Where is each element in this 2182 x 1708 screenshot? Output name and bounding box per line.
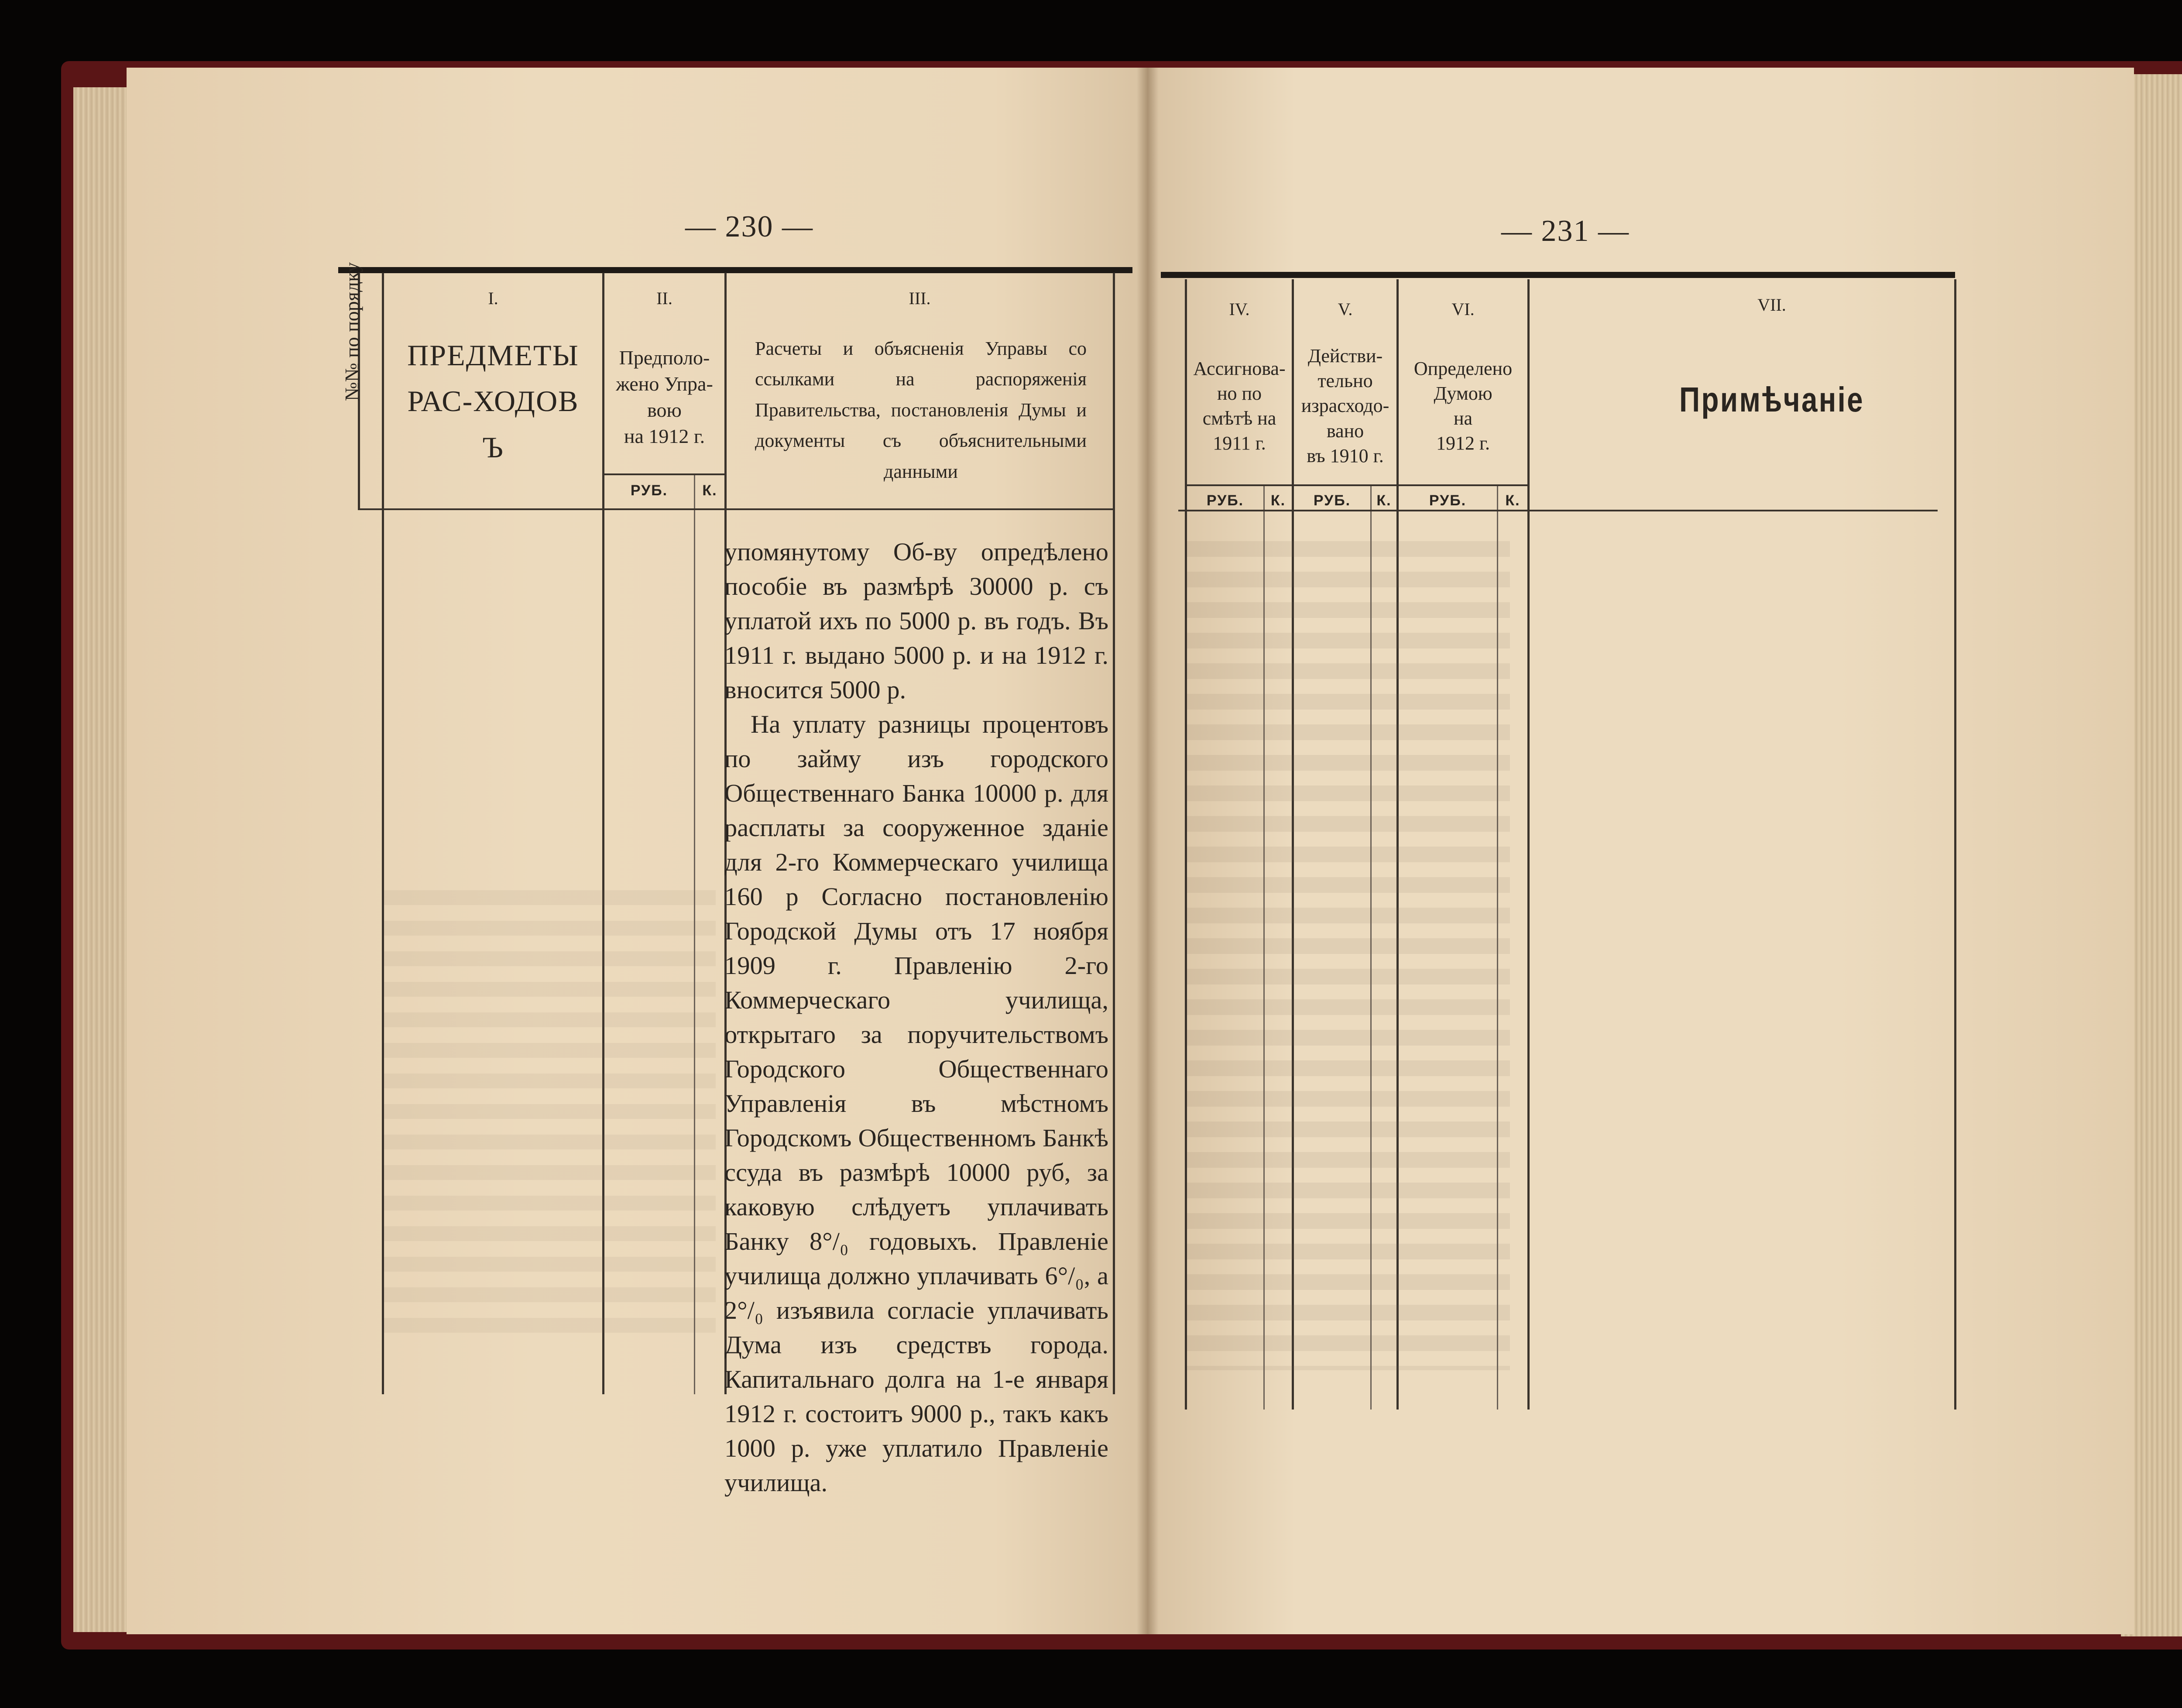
col-title-4-line: но по: [1217, 382, 1262, 404]
col-roman-4: IV.: [1229, 299, 1250, 319]
left-unit-rule: [602, 473, 724, 475]
right-unit-rule: [1185, 484, 1527, 486]
unit-kop: К.: [1270, 492, 1286, 509]
col-title-5-line: Действи-: [1307, 345, 1383, 367]
col-title-3-text: Расчеты и объясненія Управы со ссылками на распоряженія Правительства, постановленія Думы и документы съ объяснительными данными: [755, 338, 1087, 482]
col-title-6: [1399, 336, 1527, 476]
bleed-through: [1187, 541, 1510, 1370]
col-title-2-year: на 1912 г.: [624, 425, 705, 447]
left-page-number: — 230 —: [685, 210, 813, 244]
unit-kop: К.: [1376, 492, 1392, 509]
col-title-4: [1187, 336, 1292, 476]
col-title-5-year: въ 1910 г.: [1307, 445, 1384, 466]
col-title-6-year: 1912 г.: [1436, 432, 1490, 454]
col-title-2: [604, 323, 724, 471]
col-title-2-line: Предполо-: [619, 346, 710, 369]
unit-rub: РУБ.: [630, 482, 668, 499]
col-title-5: [1294, 332, 1396, 480]
col-title-6-line: Определено: [1413, 357, 1513, 379]
col-roman-7: VII.: [1757, 295, 1786, 315]
book-gutter: [1137, 68, 1159, 1634]
row-number-header: №№ по порядку: [341, 262, 363, 401]
right-top-rule: [1161, 272, 1955, 278]
col-title-2-line: жено Упра-: [616, 373, 713, 395]
col-title-3: [755, 323, 1087, 497]
col-roman-3: III.: [909, 288, 931, 308]
col-title-5-line: тельно: [1317, 370, 1373, 392]
unit-rub: РУБ.: [1429, 492, 1467, 509]
col-title-4-year: 1911 г.: [1213, 432, 1266, 454]
col-title-1: [384, 332, 602, 471]
col-title-1-text: ПРЕДМЕТЫ РАС-ХОДОВЪ: [407, 338, 579, 464]
explanation-paragraph: упомянутому Об-ву опредѣлено пособіе въ размѣрѣ 30000 р. съ уплатой ихъ по 5000 р. въ годъ. Въ 1911 г. выдано 5000 р. и на 1912 г. вносится 5000 р.: [724, 538, 1108, 704]
col-title-6-line: Думою: [1434, 382, 1492, 404]
col-title-4-line: Ассигнова-: [1193, 357, 1286, 379]
col-title-2-line: вою: [647, 399, 682, 421]
bleed-through: [384, 890, 716, 1348]
explanation-text: [724, 535, 1108, 1500]
unit-kop: К.: [702, 482, 717, 499]
right-table-border: [1954, 279, 1956, 1410]
col-title-6-line: на: [1453, 408, 1473, 429]
unit-rub: РУБ.: [1313, 492, 1351, 509]
right-header-bottom-rule: [1178, 510, 1938, 511]
left-col-divider: [1113, 273, 1115, 1394]
col-roman-6: VI.: [1451, 299, 1475, 319]
unit-kop: К.: [1505, 492, 1520, 509]
col-roman-1: I.: [488, 288, 498, 308]
left-top-rule: [338, 267, 1132, 273]
col-title-5-line: вано: [1326, 420, 1364, 442]
col-title-7: Примѣчаніе: [1679, 380, 1864, 419]
left-header-bottom-rule: [358, 508, 1115, 510]
unit-rub: РУБ.: [1206, 492, 1244, 509]
right-col-divider: [1527, 279, 1530, 1410]
right-page-number: — 231 —: [1501, 214, 1630, 248]
col-roman-2: II.: [656, 288, 672, 308]
col-title-5-line: израсходо-: [1301, 395, 1389, 417]
col-title-4-line: смѣтѣ на: [1202, 408, 1276, 429]
explanation-paragraph: На уплату разницы процентовъ по займу изъ городского Общественнаго Банка 10000 р. для расплаты за сооруженное зданіе для 2-го Коммерческаго училища 160 р Согласно постановленію Городской Думы отъ 17 ноября 1909 г. Правленію 2-го Коммерческаго училища, открытаго за поручительствомъ Городского Общественнаго Управленія въ мѣстномъ Городскомъ Общественномъ Банкѣ ссуда въ размѣрѣ 10000 руб, за каковую слѣдуетъ уплачивать Банку 8°/₀ годовыхъ. Правленіе училища должно уплачивать 6°/₀, а 2°/₀ изъявила согласіе уплачивать Дума изъ средствъ города. Капитальнаго долга на 1-е января 1912 г. состоитъ 9000 р., такъ какъ 1000 р. уже уплатило Правленіе училища.: [724, 710, 1108, 1497]
col-roman-5: V.: [1338, 299, 1353, 319]
